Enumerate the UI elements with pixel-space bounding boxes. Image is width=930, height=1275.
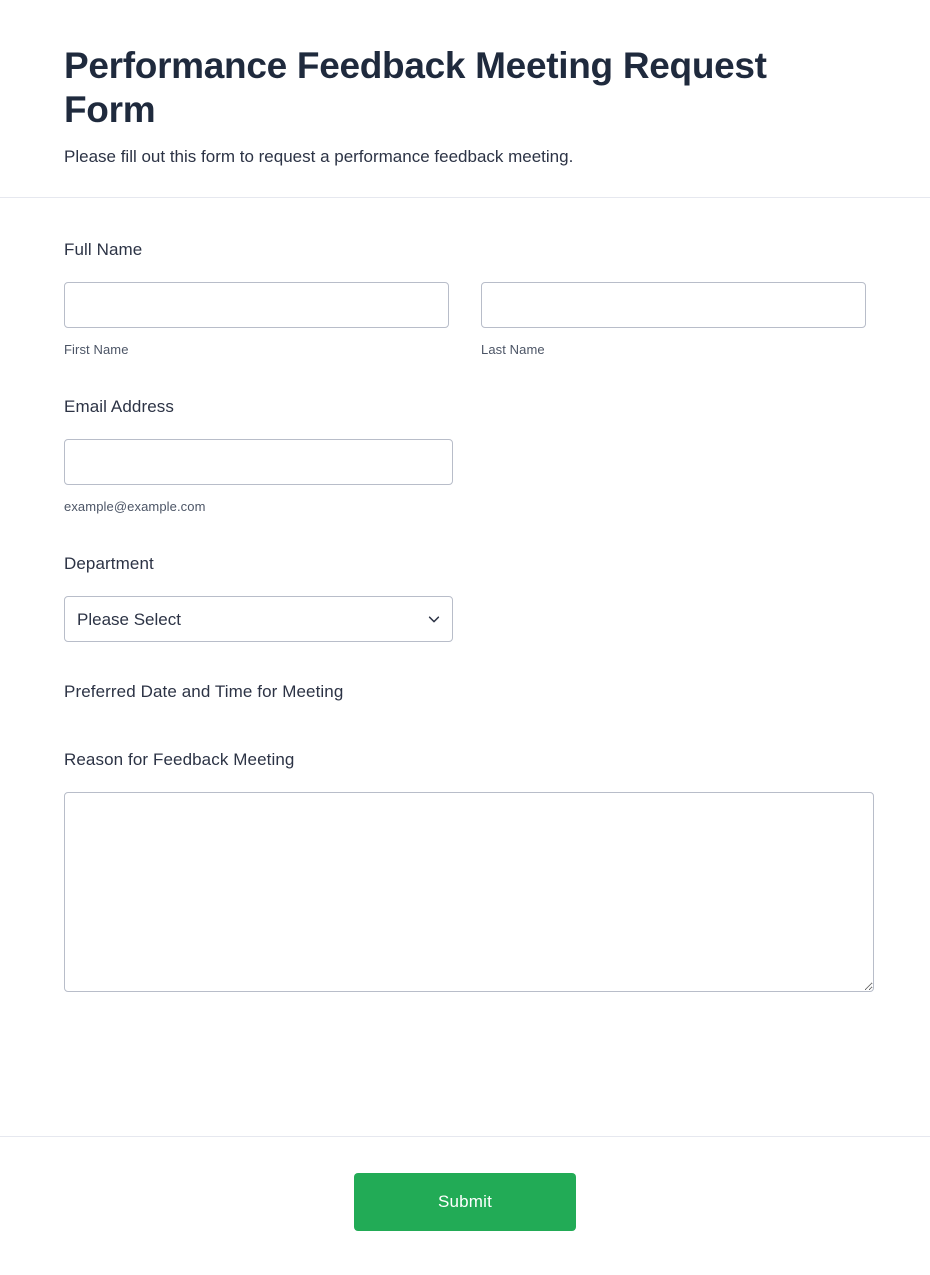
reason-textarea[interactable] xyxy=(64,792,874,992)
preferred-datetime-label: Preferred Date and Time for Meeting xyxy=(64,682,344,702)
form-header xyxy=(0,0,930,198)
reason-label: Reason for Feedback Meeting xyxy=(64,750,295,770)
first-name-input[interactable] xyxy=(64,282,449,328)
last-name-input[interactable] xyxy=(481,282,866,328)
field-preferred-datetime xyxy=(64,682,866,702)
email-label: Email Address xyxy=(64,397,174,417)
last-name-sub-label: Last Name xyxy=(481,342,545,358)
last-name-column xyxy=(481,282,866,357)
page-title: Performance Feedback Meeting Request Form xyxy=(64,45,767,130)
email-sub-label: example@example.com xyxy=(64,499,206,515)
first-name-sub-label: First Name xyxy=(64,342,129,358)
department-select-wrapper[interactable] xyxy=(64,596,453,642)
form-footer xyxy=(0,1137,930,1275)
first-name-column xyxy=(64,282,449,357)
email-field[interactable] xyxy=(64,439,453,485)
form-body xyxy=(0,198,930,1137)
form-subtitle: Please fill out this form to request a performance feedback meeting. xyxy=(64,147,574,167)
field-reason xyxy=(64,750,866,997)
full-name-label: Full Name xyxy=(64,240,143,260)
field-full-name xyxy=(64,240,866,357)
submit-button[interactable]: Submit xyxy=(354,1173,576,1231)
department-select[interactable]: Please Select xyxy=(64,596,453,642)
field-department xyxy=(64,554,866,642)
department-label: Department xyxy=(64,554,154,574)
field-email-address xyxy=(64,397,866,514)
full-name-row xyxy=(64,282,866,357)
